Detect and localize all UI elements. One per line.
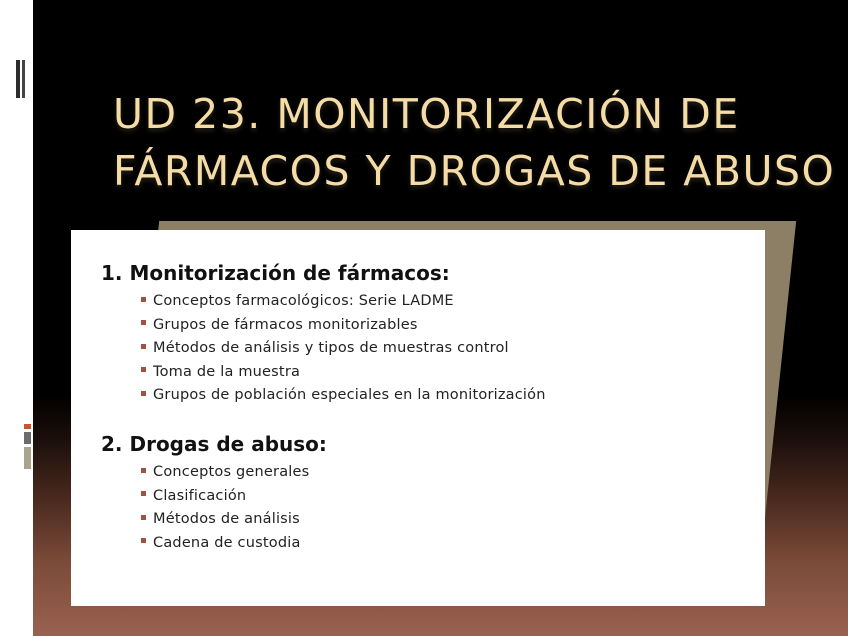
section-2-list [141, 461, 309, 555]
list-item: Toma de la muestra [141, 361, 546, 385]
decorative-bars-top [16, 60, 36, 100]
section-1-list [141, 290, 546, 408]
title-line-2: FÁRMACOS Y DROGAS DE ABUSO [113, 147, 836, 195]
section-heading-1: 1. Monitorización de fármacos: [101, 261, 450, 285]
bullet-icon [141, 367, 146, 372]
list-item: Conceptos generales [141, 461, 309, 485]
title-line-1: UD 23. MONITORIZACIÓN DE [113, 90, 740, 138]
bullet-icon [141, 468, 146, 473]
slide-title [113, 86, 848, 200]
bullet-icon [141, 515, 146, 520]
bullet-icon [141, 538, 146, 543]
bullet-icon [141, 491, 146, 496]
list-item: Clasificación [141, 485, 309, 509]
list-item: Métodos de análisis [141, 508, 309, 532]
list-item: Cadena de custodia [141, 532, 309, 556]
list-item: Grupos de fármacos monitorizables [141, 314, 546, 338]
bullet-icon [141, 297, 146, 302]
section-heading-2: 2. Drogas de abuso: [101, 432, 327, 456]
content-box [71, 230, 765, 606]
list-item: Métodos de análisis y tipos de muestras control [141, 337, 546, 361]
list-item: Grupos de población especiales en la monitorización [141, 384, 546, 408]
bullet-icon [141, 344, 146, 349]
decorative-bars-bottom [24, 424, 32, 472]
bullet-icon [141, 320, 146, 325]
list-item: Conceptos farmacológicos: Serie LADME [141, 290, 546, 314]
bullet-icon [141, 391, 146, 396]
